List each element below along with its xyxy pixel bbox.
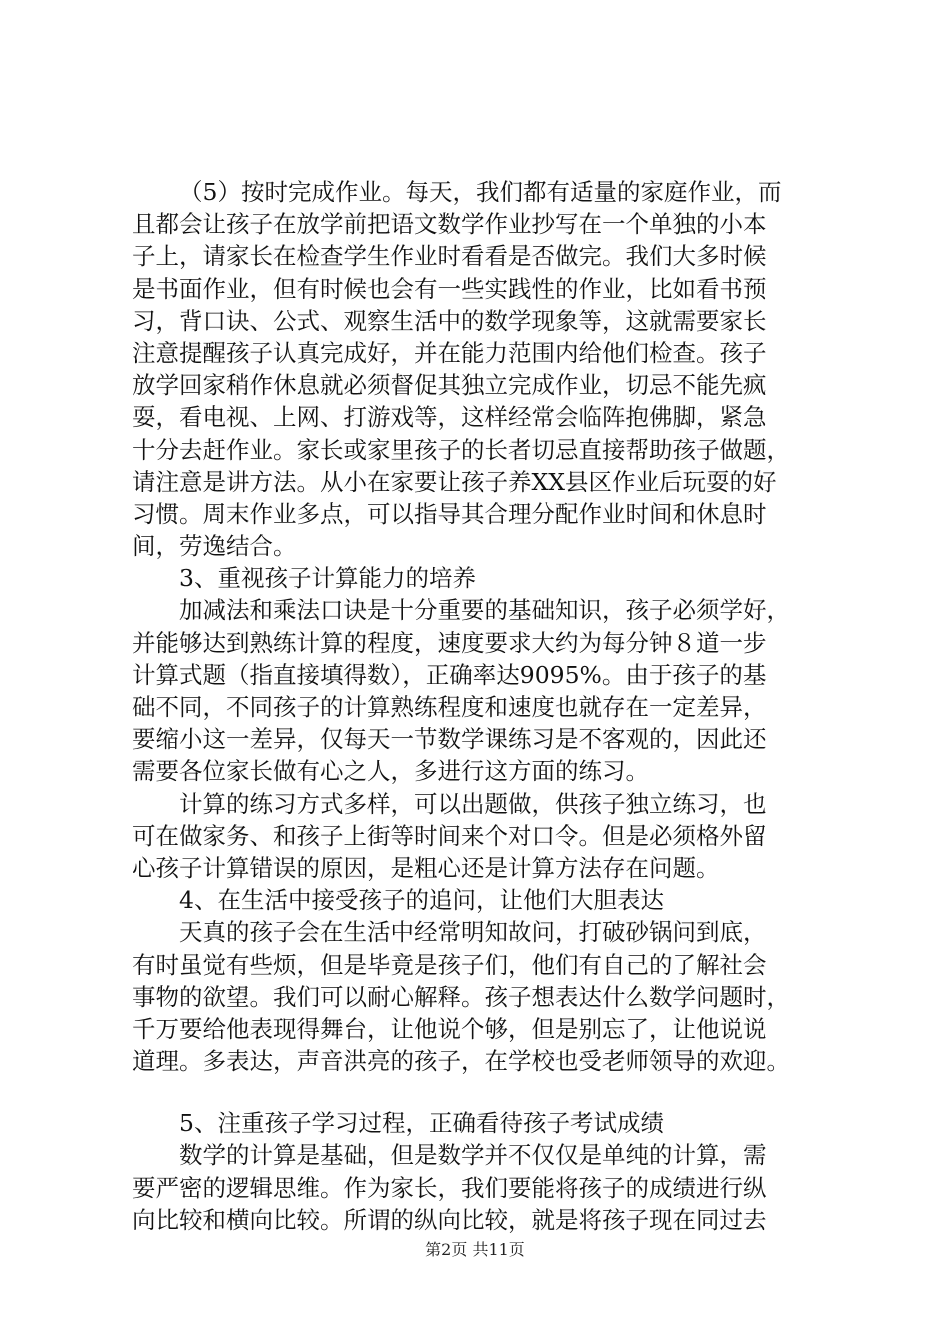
text-line: 计算式题（指直接填得数），正确率达9095%。由于孩子的基 [132, 660, 767, 689]
text-line: 有时虽觉有些烦，但是毕竟是孩子们，他们有自己的了解社会 [132, 950, 767, 979]
text-line: 事物的欲望。我们可以耐心解释。孩子想表达什么数学问题时， [132, 982, 790, 1011]
text-line: 要严密的逻辑思维。作为家长，我们要能将孩子的成绩进行纵 [132, 1173, 767, 1202]
paragraph-gap [132, 1077, 832, 1107]
text-line: 心孩子计算错误的原因，是粗心还是计算方法存在问题。 [132, 853, 720, 882]
document-body [132, 176, 832, 1236]
text-line: 间，劳逸结合。 [132, 532, 297, 561]
section-heading: 5、注重孩子学习过程，正确看待孩子考试成绩 [179, 1109, 664, 1138]
text-line: 千万要给他表现得舞台，让他说个够，但是别忘了，让他说说 [132, 1014, 767, 1043]
text-line: 加减法和乘法口诀是十分重要的基础知识，孩子必须学好， [179, 596, 790, 625]
text-line: 需要各位家长做有心之人，多进行这方面的练习。 [132, 757, 649, 786]
text-line: 数学的计算是基础，但是数学并不仅仅是单纯的计算，需 [179, 1141, 767, 1170]
text-line: 要缩小这一差异，仅每天一节数学课练习是不客观的，因此还 [132, 725, 767, 754]
text-line: 计算的练习方式多样，可以出题做，供孩子独立练习，也 [179, 789, 767, 818]
section-heading: 3、重视孩子计算能力的培养 [179, 564, 476, 593]
text-line: 是书面作业，但有时候也会有一些实践性的作业，比如看书预 [132, 274, 767, 303]
text-line: 向比较和横向比较。所谓的纵向比较，就是将孩子现在同过去 [132, 1205, 767, 1234]
text-line: 十分去赶作业。家长或家里孩子的长者切忌直接帮助孩子做题， [132, 435, 790, 464]
text-line: 可在做家务、和孩子上街等时间来个对口令。但是必须格外留 [132, 821, 767, 850]
text-line: 请注意是讲方法。从小在家要让孩子养XX县区作业后玩耍的好 [132, 467, 777, 496]
text-line: 并能够达到熟练计算的程度，速度要求大约为每分钟８道一步 [132, 628, 767, 657]
text-line: （5）按时完成作业。每天，我们都有适量的家庭作业，而 [179, 178, 782, 206]
text-line: 子上，请家长在检查学生作业时看看是否做完。我们大多时候 [132, 242, 767, 271]
text-line: 天真的孩子会在生活中经常明知故问，打破砂锅问到底， [179, 918, 767, 947]
text-line: 础不同，不同孩子的计算熟练程度和速度也就存在一定差异， [132, 693, 767, 721]
page-number-footer: 第2页 共11页 [425, 1240, 525, 1259]
text-line: 习，背口诀、公式、观察生活中的数学现象等，这就需要家长 [132, 306, 767, 335]
text-line: 耍，看电视、上网、打游戏等，这样经常会临阵抱佛脚，紧急 [132, 403, 767, 432]
text-line: 注意提醒孩子认真完成好，并在能力范围内给他们检查。孩子 [132, 338, 767, 367]
text-line: 且都会让孩子在放学前把语文数学作业抄写在一个单独的小本 [132, 210, 767, 239]
section-heading: 4、在生活中接受孩子的追问，让他们大胆表达 [179, 886, 664, 915]
text-line: 习惯。周末作业多点，可以指导其合理分配作业时间和休息时 [132, 499, 767, 528]
text-line: 放学回家稍作休息就必须督促其独立完成作业，切忌不能先疯 [132, 371, 767, 400]
text-line: 道理。多表达，声音洪亮的孩子，在学校也受老师领导的欢迎。 [132, 1047, 790, 1076]
